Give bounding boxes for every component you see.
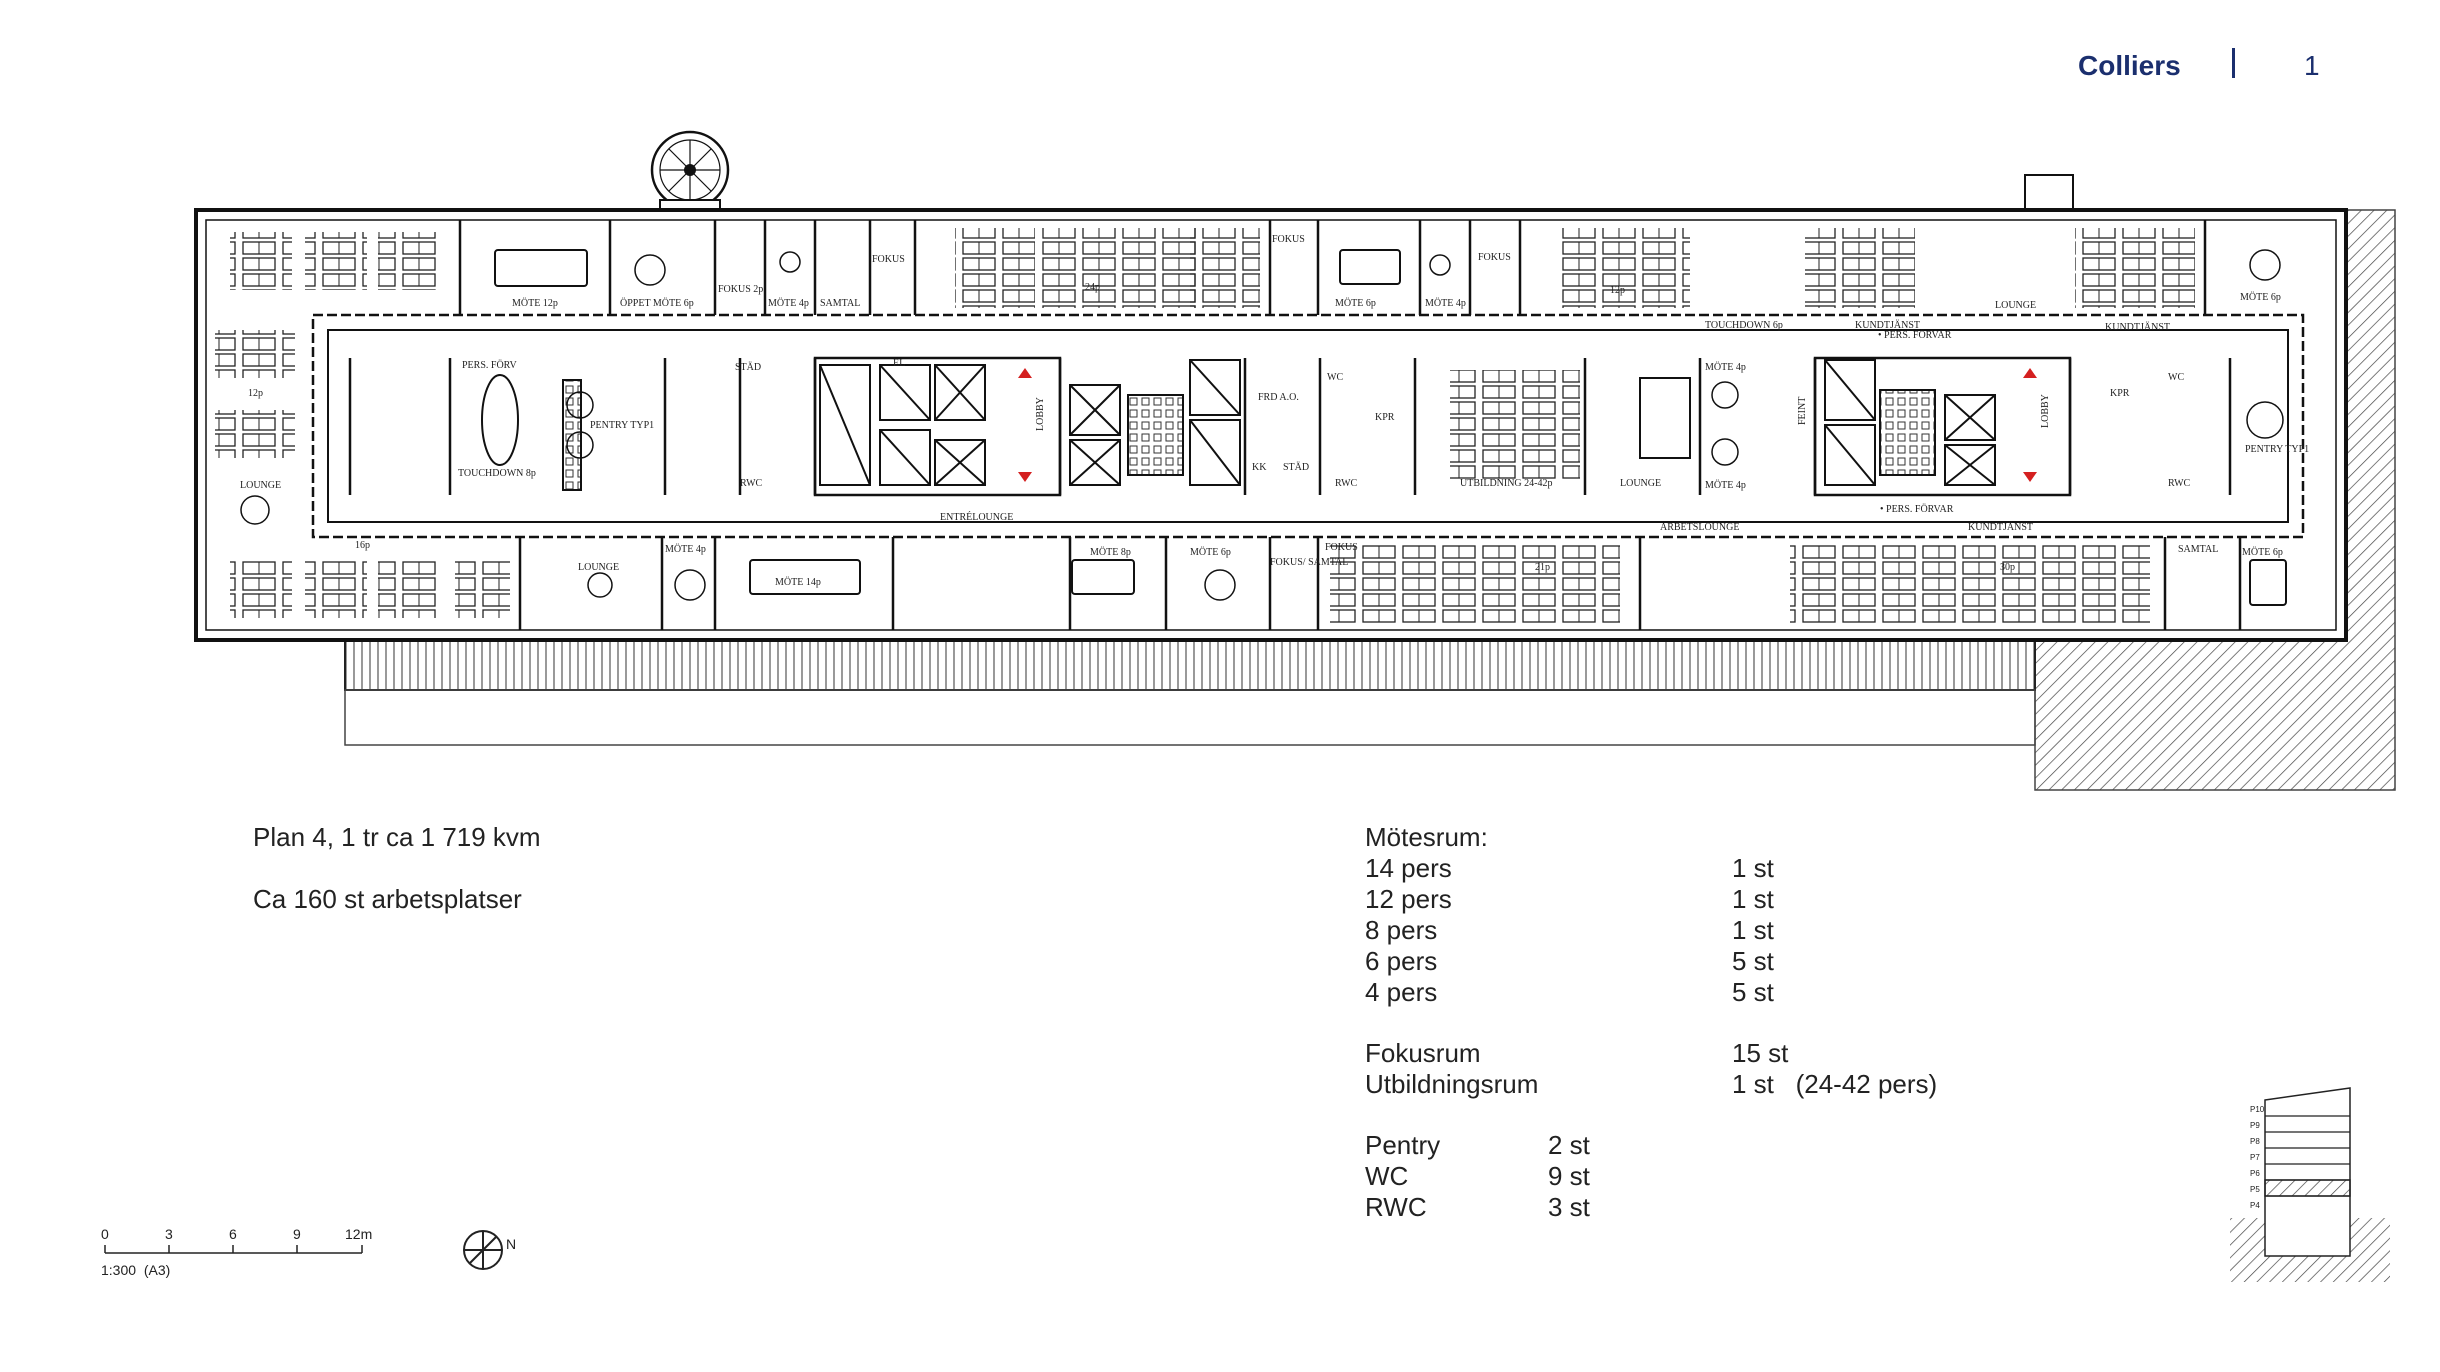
highlighted-floor	[2265, 1180, 2350, 1196]
label-samtal-north: SAMTAL	[820, 298, 861, 309]
facility-label: RWC	[1365, 1192, 1427, 1222]
plan-title: Plan 4, 1 tr ca 1 719 kvm	[253, 822, 541, 852]
scale-tick-12: 12m	[345, 1226, 373, 1242]
label-lounge-north: LOUNGE	[1995, 300, 2037, 311]
floor-p4: P4	[2250, 1201, 2260, 1210]
label-pentry-east: PENTRY TYP1	[2245, 444, 2310, 455]
meeting-count: 1 st	[1732, 915, 1774, 945]
label-24p: 24p	[1085, 282, 1100, 293]
label-kk: KK	[1252, 462, 1267, 473]
label-stad-core: STÄD	[1283, 462, 1310, 473]
label-mote8: MÖTE 8p	[1090, 547, 1131, 558]
label-mote4-core-b: MÖTE 4p	[1705, 480, 1746, 491]
label-mote4-north: MÖTE 4p	[768, 298, 809, 309]
label-pers-forv-var-s: • PERS. FÖRVAR	[1880, 504, 1954, 515]
floor-p5: P5	[2250, 1185, 2260, 1194]
label-mote4-north-b: MÖTE 4p	[1425, 298, 1466, 309]
label-12p-north: 12p	[1610, 285, 1625, 296]
label-rwc-west: RWC	[740, 478, 763, 489]
scale-tick-9: 9	[293, 1226, 301, 1242]
label-touchdown8: TOUCHDOWN 8p	[458, 468, 536, 479]
fokus-count: 15 st	[1732, 1038, 1789, 1068]
page-number: 1	[2304, 50, 2320, 81]
label-fokus-south: FOKUS	[1325, 542, 1358, 553]
label-mote6-south: MÖTE 6p	[1190, 547, 1231, 558]
label-rwc-mid: RWC	[1335, 478, 1358, 489]
label-fokus-a: FOKUS	[872, 254, 905, 265]
label-utbildning: UTBILDNING 24-42p	[1460, 478, 1553, 489]
label-fokus-c: FOKUS	[1478, 252, 1511, 263]
label-mote14: MÖTE 14p	[775, 577, 821, 588]
label-mote4-core-a: MÖTE 4p	[1705, 362, 1746, 373]
scale-tick-3: 3	[165, 1226, 173, 1242]
utbildning-count: 1 st (24-42 pers)	[1732, 1069, 1938, 1099]
label-kundtjanst-north-b: KUNDTJÄNST	[2105, 322, 2170, 333]
scale-bar	[105, 1245, 362, 1253]
label-pers-forv: PERS. FÖRV	[462, 360, 517, 371]
meeting-count: 5 st	[1732, 977, 1774, 1007]
label-kundtjanst-south: KUNDTJÄNST	[1968, 522, 2033, 533]
floor-p9: P9	[2250, 1121, 2260, 1130]
workplaces-text: Ca 160 st arbetsplatser	[253, 884, 522, 914]
meeting-size: 12 pers	[1365, 884, 1452, 914]
label-30p: 30p	[2000, 562, 2015, 573]
facility-count: 3 st	[1548, 1192, 1590, 1222]
brand-logo: Colliers	[2078, 50, 2181, 81]
facility-label: Pentry	[1365, 1130, 1441, 1160]
label-fokus-samtal: FOKUS/ SAMTAL	[1270, 557, 1349, 568]
label-feint: FEINT	[1797, 396, 1808, 425]
floor-p8: P8	[2250, 1137, 2260, 1146]
meeting-count: 5 st	[1732, 946, 1774, 976]
label-lounge-mid: LOUNGE	[1620, 478, 1662, 489]
building-key	[2230, 1088, 2390, 1282]
facility-label: WC	[1365, 1161, 1409, 1191]
label-lobby-east: LOBBY	[2040, 394, 2051, 428]
meeting-size: 4 pers	[1365, 977, 1438, 1007]
label-pers-forv-var-n: • PERS. FÖRVAR	[1878, 330, 1952, 341]
label-pentry-west: PENTRY TYP1	[590, 420, 655, 431]
floor-p7: P7	[2250, 1153, 2260, 1162]
label-kundtjanst-north: KUNDTJÄNST	[1855, 320, 1920, 331]
label-oppet-mote: ÖPPET MÖTE 6p	[620, 298, 694, 309]
label-wc-b: WC	[2168, 372, 2185, 383]
label-wc-a: WC	[1327, 372, 1344, 383]
fokus-label: Fokusrum	[1365, 1038, 1481, 1068]
label-touchdown6: TOUCHDOWN 6p	[1705, 320, 1783, 331]
label-rwc-east: RWC	[2168, 478, 2191, 489]
label-stad-west: STÄD	[735, 362, 762, 373]
label-lobby-west: LOBBY	[1035, 397, 1046, 431]
label-entrelounge: ENTRÉLOUNGE	[940, 512, 1014, 523]
label-kpr-west: KPR	[1375, 412, 1395, 423]
floor-p6: P6	[2250, 1169, 2260, 1178]
label-fokus-b: FOKUS	[1272, 234, 1305, 245]
scale-ratio: 1:300 (A3)	[101, 1262, 171, 1278]
floor-p10: P10	[2250, 1105, 2265, 1114]
label-el: EL	[893, 358, 906, 369]
roof-hatch	[2025, 175, 2073, 211]
label-fokus2: FOKUS 2p	[718, 284, 764, 295]
label-frd: FRD A.O.	[1258, 392, 1299, 403]
facility-count: 9 st	[1548, 1161, 1590, 1191]
meeting-size: 6 pers	[1365, 946, 1438, 976]
scale-tick-0: 0	[101, 1226, 109, 1242]
spiral-stair	[652, 132, 728, 214]
label-mote6-north: MÖTE 6p	[1335, 298, 1376, 309]
north-label: N	[506, 1236, 517, 1252]
label-mote4-south: MÖTE 4p	[665, 544, 706, 555]
meeting-count: 1 st	[1732, 884, 1774, 914]
north-arrow-icon	[464, 1231, 502, 1269]
label-21p: 21p	[1535, 562, 1550, 573]
facade-fins	[345, 640, 2035, 745]
label-arbetslounge: ARBETSLOUNGE	[1660, 522, 1740, 533]
utbildning-label: Utbildningsrum	[1365, 1069, 1539, 1099]
label-12p-west: 12p	[248, 388, 263, 399]
label-16p: 16p	[355, 540, 370, 551]
label-kpr-east: KPR	[2110, 388, 2130, 399]
meeting-count: 1 st	[1732, 853, 1774, 883]
label-mote6-ne: MÖTE 6p	[2240, 292, 2281, 303]
facility-count: 2 st	[1548, 1130, 1590, 1160]
label-lounge-south: LOUNGE	[578, 562, 620, 573]
meeting-heading: Mötesrum:	[1365, 822, 1488, 852]
label-lounge-west: LOUNGE	[240, 480, 282, 491]
scale-tick-6: 6	[229, 1226, 237, 1242]
label-mote6-se: MÖTE 6p	[2242, 547, 2283, 558]
meeting-size: 14 pers	[1365, 853, 1452, 883]
label-samtal-south: SAMTAL	[2178, 544, 2219, 555]
meeting-size: 8 pers	[1365, 915, 1438, 945]
label-mote12: MÖTE 12p	[512, 298, 558, 309]
